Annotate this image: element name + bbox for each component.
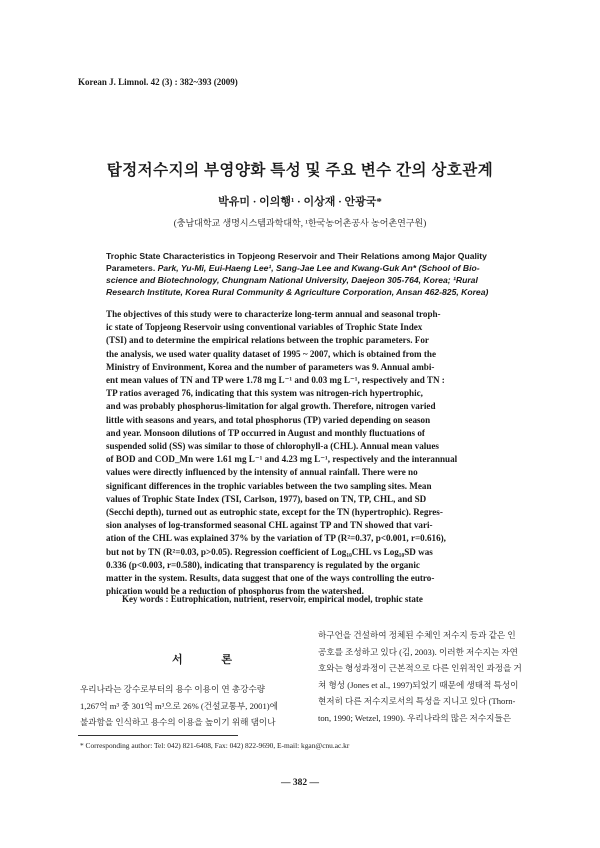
abstract-line: but not by TN (R²=0.03, p>0.05). Regression coefficient of Log₁₀CHL vs Log₁₀SD was	[106, 546, 433, 557]
abstract-line: phication would be a reduction of phosphorus from the watershed.	[106, 586, 364, 597]
body-line: 1,267억 m³ 중 301억 m³으로 26% (건설교통부, 2001)에	[80, 700, 278, 711]
body-line: 공호를 조성하고 있다 (김, 2003). 이러한 저수지는 자연	[318, 646, 518, 657]
english-authors-line	[106, 262, 520, 274]
abstract-line: ation of the CHL was explained 37% by the variation of TP (R²=0.37, p<0.001, r=0.616),	[106, 533, 446, 544]
affiliation-korean: (충남대학교 생명시스템과학대학, ¹한국농어촌공사 농어촌연구원)	[173, 218, 427, 228]
abstract-line: The objectives of this study were to characterize long-term annual and seasonal troph-	[106, 309, 441, 319]
abstract-line: values of Trophic State Index (TSI, Carlson, 1977), based on TN, TP, CHL, and SD	[106, 493, 427, 504]
abstract	[106, 308, 520, 598]
english-title-end: Parameters.	[106, 263, 156, 273]
body-line: ton, 1990; Wetzel, 1990). 우리나라의 많은 저수지들은	[318, 712, 512, 723]
abstract-line: ic state of Topjeong Reservoir using conventional variables of Trophic State Index	[106, 322, 423, 333]
section-heading-introduction: 서 론	[172, 654, 251, 666]
authors-korean: 박유미 · 이의행¹ · 이상재 · 안광국*	[218, 196, 382, 208]
body-line: 불과함을 인식하고 용수의 이용을 높이기 위해 댐이나	[80, 717, 276, 728]
body-right-column	[318, 627, 566, 727]
body-line: 현저히 다른 저수지로서의 특성을 지니고 있다 (Thorn-	[318, 696, 516, 707]
journal-reference: Korean J. Limnol. 42 (3) : 382~393 (2009)	[78, 77, 238, 87]
corresponding-author-footnote: * Corresponding author: Tel: 042) 821-6408, Fax: 042) 822-9690, E-mail: kgan@cnu.ac.kr	[80, 741, 350, 750]
abstract-line: little with seasons and years, and total phosphorus (TP) varied depending on season	[106, 414, 431, 425]
abstract-line: suspended solid (SS) was similar to those of chlorophyll-a (CHL). Annual mean values	[106, 441, 439, 452]
english-affiliation-line: science and Biotechnology, Chungnam National University, Daejeon 305-764, Korea; ¹Rural	[106, 275, 478, 285]
abstract-line: matter in the system. Results, data suggest that one of the ways controlling the eutro-	[106, 573, 435, 584]
abstract-line: TP ratios averaged 76, indicating that this system was nitrogen-rich hypertrophic,	[106, 388, 423, 399]
abstract-line: (TSI) and to determine the empirical relations between the trophic parameters. For	[106, 335, 429, 346]
abstract-line: 0.336 (p<0.003, r=0.580), indicating that transparency is regulated by the organic	[106, 559, 420, 570]
abstract-line: significant differences in the trophic variables between the two sampling sites. Mean	[106, 480, 432, 491]
abstract-line: values were directly influenced by the intensity of annual rainfall. There were no	[106, 467, 418, 478]
abstract-line: (Secchi depth), turned out as eutrophic state, except for the TN (hypertrophic). Regres-	[106, 507, 443, 518]
body-line: 쳐 형성 (Jones et al., 1997)되었기 때문에 생태적 특성이	[318, 679, 519, 690]
abstract-line: of BOD and COD_Mn were 1.61 mg L⁻¹ and 4.23 mg L⁻¹, respectively and the interannual	[106, 454, 458, 465]
english-authors: Park, Yu-Mi, Eui-Haeng Lee¹, Sang-Jae Lee and Kwang-Guk An* (School of Bio-	[157, 263, 480, 273]
paper-title-korean: 탑정저수지의 부영양화 특성 및 주요 변수 간의 상호관계	[106, 162, 494, 179]
keywords: Key words : Eutrophication, nutrient, reservoir, empirical model, trophic state	[122, 594, 423, 604]
body-line: 호와는 형성과정이 근본적으로 다른 인위적인 과정을 거	[318, 663, 522, 674]
abstract-line: and year. Monsoon dilutions of TP occurred in August and monthly fluctuations of	[106, 427, 425, 438]
page-number: — 382 —	[281, 778, 319, 788]
abstract-line: and was probably phosphorus-limitation for algal growth. Therefore, nitrogen varied	[106, 401, 436, 412]
english-affiliation-line: Research Institute, Korea Rural Community & Agriculture Corporation, Ansan 462-825, Korea)	[106, 287, 489, 297]
body-line: 우리나라는 강수로부터의 용수 이용이 연 총강수량	[80, 684, 266, 694]
body-line: 하구언을 건설하여 정체된 수체인 저수지 등과 같은 인	[318, 630, 516, 640]
footnote-divider	[78, 735, 238, 736]
body-left-column	[80, 681, 304, 731]
abstract-line: Ministry of Environment, Korea and the number of parameters was 9. Annual ambi-	[106, 361, 435, 372]
abstract-line: ent mean values of TN and TP were 1.78 mg L⁻¹ and 0.03 mg L⁻¹, respectively and TN :	[106, 375, 445, 386]
english-title-line: Trophic State Characteristics in Topjeong Reservoir and Their Relations among Major Quality	[106, 251, 487, 261]
english-title-block	[106, 250, 520, 298]
abstract-line: the analysis, we used water quality dataset of 1995 ~ 2007, which is obtained from the	[106, 348, 437, 359]
abstract-line: sion analyses of log-transformed seasonal CHL against TP and TN showed that vari-	[106, 520, 433, 531]
